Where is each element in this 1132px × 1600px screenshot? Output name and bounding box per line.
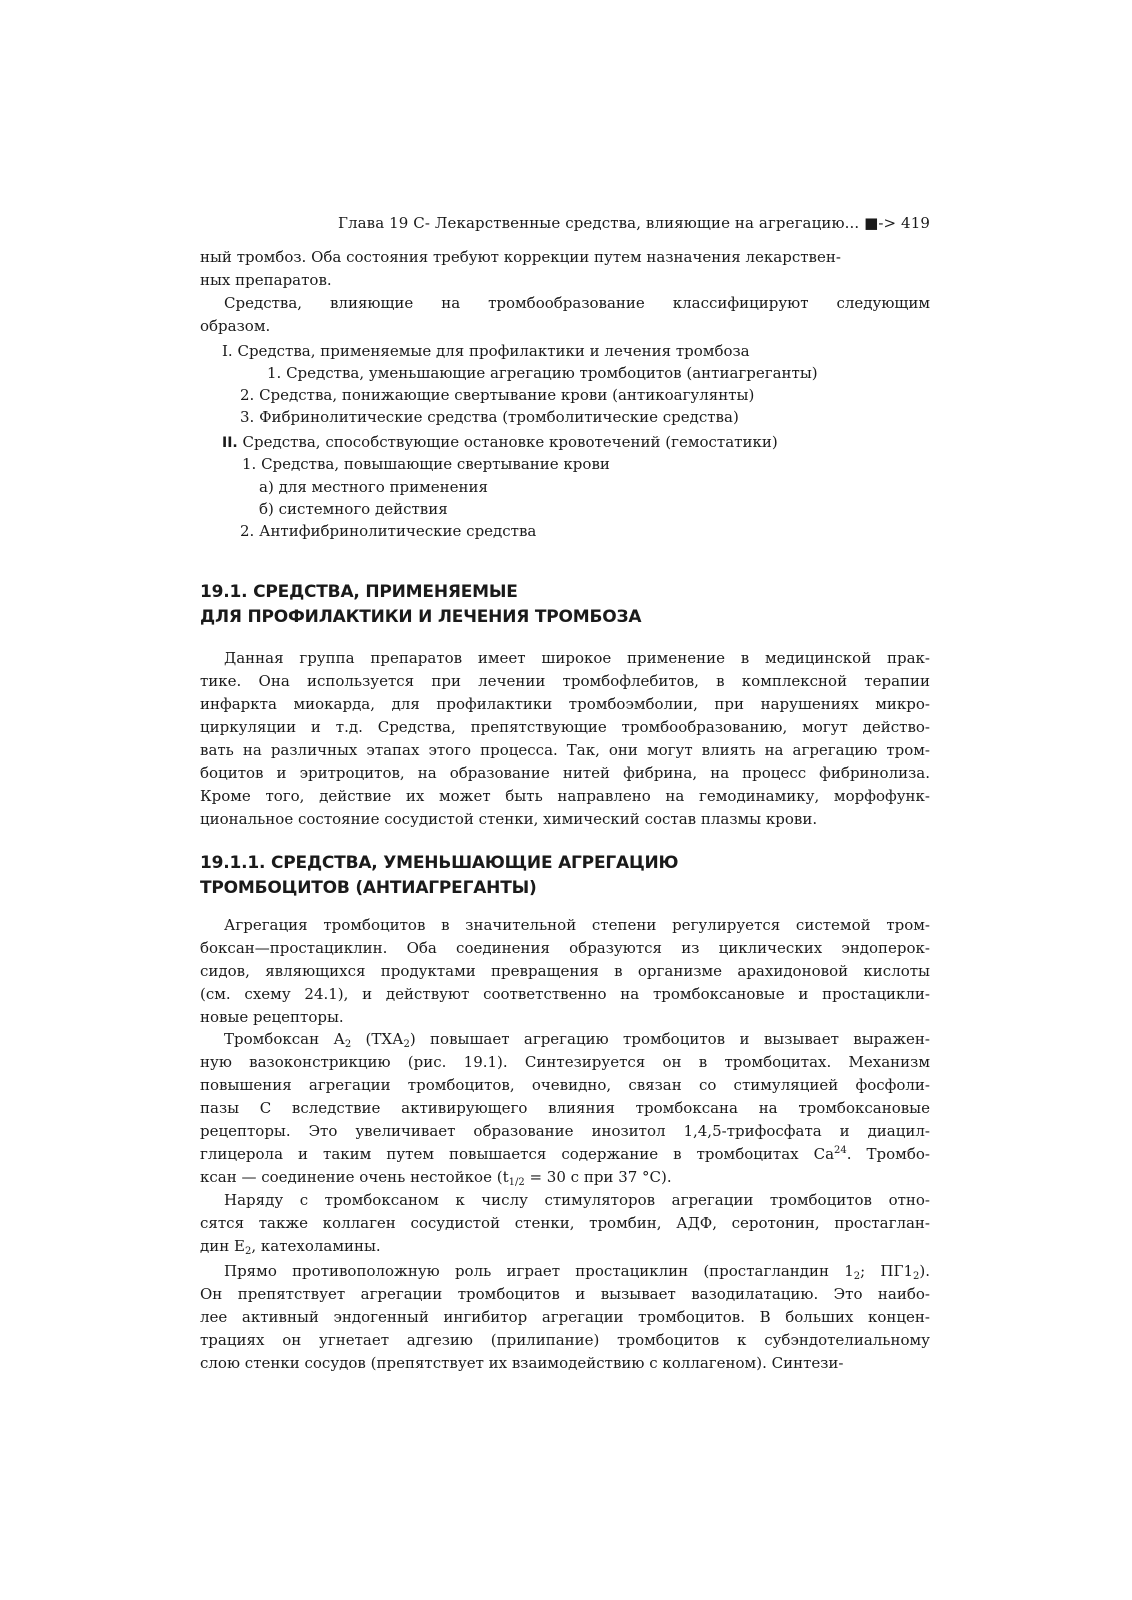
paragraph-line: циональное состояние сосудистой стенки, химический состав плазмы крови. [200, 810, 818, 828]
class-item-i: I. Средства, применяемые для профилактики и лечения тромбоза [222, 342, 750, 360]
subscript: 2 [244, 1246, 252, 1257]
section-heading-19-1-1: 19.1.1. СРЕДСТВА, УМЕНЬШАЮЩИЕ АГРЕГАЦИЮ [200, 853, 679, 873]
paragraph-line: пазы С вследствие активирующего влияния тромбоксана на тромбоксановые [200, 1099, 930, 1117]
class-item-i-1: 1. Средства, уменьшающие агрегацию тромбоцитов (антиагреганты) [267, 364, 818, 382]
paragraph-line: Наряду с тромбоксаном к числу стимуляторов агрегации тромбоцитов отно- [224, 1191, 930, 1209]
intro-line: Средства, влияющие на тромбообразование классифицируют следующим [224, 294, 930, 312]
text-run: . Тромбо- [846, 1145, 930, 1163]
paragraph-line: инфаркта миокарда, для профилактики тромбоэмболии, при нарушениях микро- [200, 695, 930, 713]
paragraph-line [200, 1235, 381, 1258]
intro-line: образом. [200, 317, 271, 335]
paragraph-line: Агрегация тромбоцитов в значительной степени регулируется системой тром- [224, 916, 930, 934]
section-heading-19-1-1: ТРОМБОЦИТОВ (АНТИАГРЕГАНТЫ) [200, 878, 537, 898]
paragraph-line: Данная группа препаратов имеет широкое применение в медицинской прак- [224, 649, 930, 667]
class-item-ii-label: Средства, способствующие остановке кровотечений (гемостатики) [242, 433, 778, 451]
text-run: (ТХА [351, 1030, 404, 1048]
class-item-ii-2: 2. Антифибринолитические средства [240, 522, 537, 540]
paragraph-line [200, 1143, 930, 1166]
paragraph-line: рецепторы. Это увеличивает образование инозитол 1,4,5-трифосфата и диацил- [200, 1122, 930, 1140]
class-item-i-3: 3. Фибринолитические средства (тромболитические средства) [240, 408, 739, 426]
paragraph-line: боцитов и эритроцитов, на образование нитей фибрина, на процесс фибринолиза. [200, 764, 930, 782]
paragraph-line: циркуляции и т.д. Средства, препятствующие тромбообразованию, могут действо- [200, 718, 930, 736]
text-run: ). [919, 1262, 930, 1280]
paragraph-line: Кроме того, действие их может быть направлено на гемодинамику, морфофунк- [200, 787, 930, 805]
text-run: ; ПГ1 [860, 1262, 913, 1280]
paragraph-line: повышения агрегации тромбоцитов, очевидно, связан со стимуляцией фосфоли- [200, 1076, 930, 1094]
subscript: 2 [403, 1039, 410, 1050]
paragraph-line: тике. Она используется при лечении тромбофлебитов, в комплексной терапии [200, 672, 930, 690]
paragraph-line: трациях он угнетает адгезию (прилипание) тромбоцитов к субэндотелиальному [200, 1331, 930, 1349]
class-item-ii [222, 431, 778, 455]
paragraph-line: сятся также коллаген сосудистой стенки, тромбин, АДФ, серотонин, простаглан- [200, 1214, 930, 1232]
text-run: , катехоламины. [251, 1237, 381, 1255]
subscript: 1/2 [508, 1177, 525, 1188]
paragraph-line: вать на различных этапах этого процесса. Так, они могут влиять на агрегацию тром- [200, 741, 930, 759]
class-item-i-2: 2. Средства, понижающие свертывание крови (антикоагулянты) [240, 386, 755, 404]
subscript: 2 [913, 1271, 920, 1282]
section-heading-19-1: ДЛЯ ПРОФИЛАКТИКИ И ЛЕЧЕНИЯ ТРОМБОЗА [200, 607, 642, 627]
text-run: Прямо противоположную роль играет простациклин (простагландин 1 [224, 1262, 854, 1280]
intro-line: ных препаратов. [200, 271, 332, 289]
text-run: ) повышает агрегацию тромбоцитов и вызывает выражен- [409, 1030, 930, 1048]
intro-line: ный тромбоз. Оба состояния требуют коррекции путем назначения лекарствен- [200, 248, 841, 266]
paragraph-line [200, 1028, 930, 1051]
text-run: дин Е [200, 1237, 245, 1255]
paragraph-line: новые рецепторы. [200, 1008, 344, 1026]
paragraph-line: лее активный эндогенный ингибитор агрегации тромбоцитов. В больших концен- [200, 1308, 930, 1326]
paragraph-line: (см. схему 24.1), и действуют соответственно на тромбоксановые и простацикли- [200, 985, 930, 1003]
text-run: Тромбоксан А [224, 1030, 345, 1048]
paragraph-line: Он препятствует агрегации тромбоцитов и вызывает вазодилатацию. Это наибо- [200, 1285, 930, 1303]
superscript: 24 [834, 1145, 847, 1156]
class-item-ii-1: 1. Средства, повышающие свертывание крови [242, 455, 610, 473]
page-header: Глава 19 С- Лекарственные средства, влияющие на агрегацию... ■-> 419 [337, 214, 930, 232]
paragraph-line: боксан—простациклин. Оба соединения образуются из циклических эндоперок- [200, 939, 930, 957]
paragraph-line [200, 1260, 930, 1283]
subscript: 2 [853, 1271, 861, 1282]
paragraph-line: сидов, являющихся продуктами превращения в организме арахидоновой кислоты [200, 962, 930, 980]
text-run: = 30 с при 37 °С). [524, 1168, 672, 1186]
text-run: глицерола и таким путем повышается содержание в тромбоцитах Са [200, 1145, 835, 1163]
class-item-ii-1b: б) системного действия [259, 500, 448, 518]
paragraph-line: слою стенки сосудов (препятствует их взаимодействию с коллагеном). Синтези- [200, 1354, 844, 1372]
text-run: ксан — соединение очень нестойкое (t [200, 1168, 509, 1186]
class-item-ii-1a: а) для местного применения [259, 478, 488, 496]
roman-numeral: II. [222, 435, 238, 451]
paragraph-line [200, 1166, 672, 1189]
subscript: 2 [344, 1039, 352, 1050]
paragraph-line: ную вазоконстрикцию (рис. 19.1). Синтезируется он в тромбоцитах. Механизм [200, 1053, 930, 1071]
section-heading-19-1: 19.1. СРЕДСТВА, ПРИМЕНЯЕМЫЕ [200, 582, 518, 602]
